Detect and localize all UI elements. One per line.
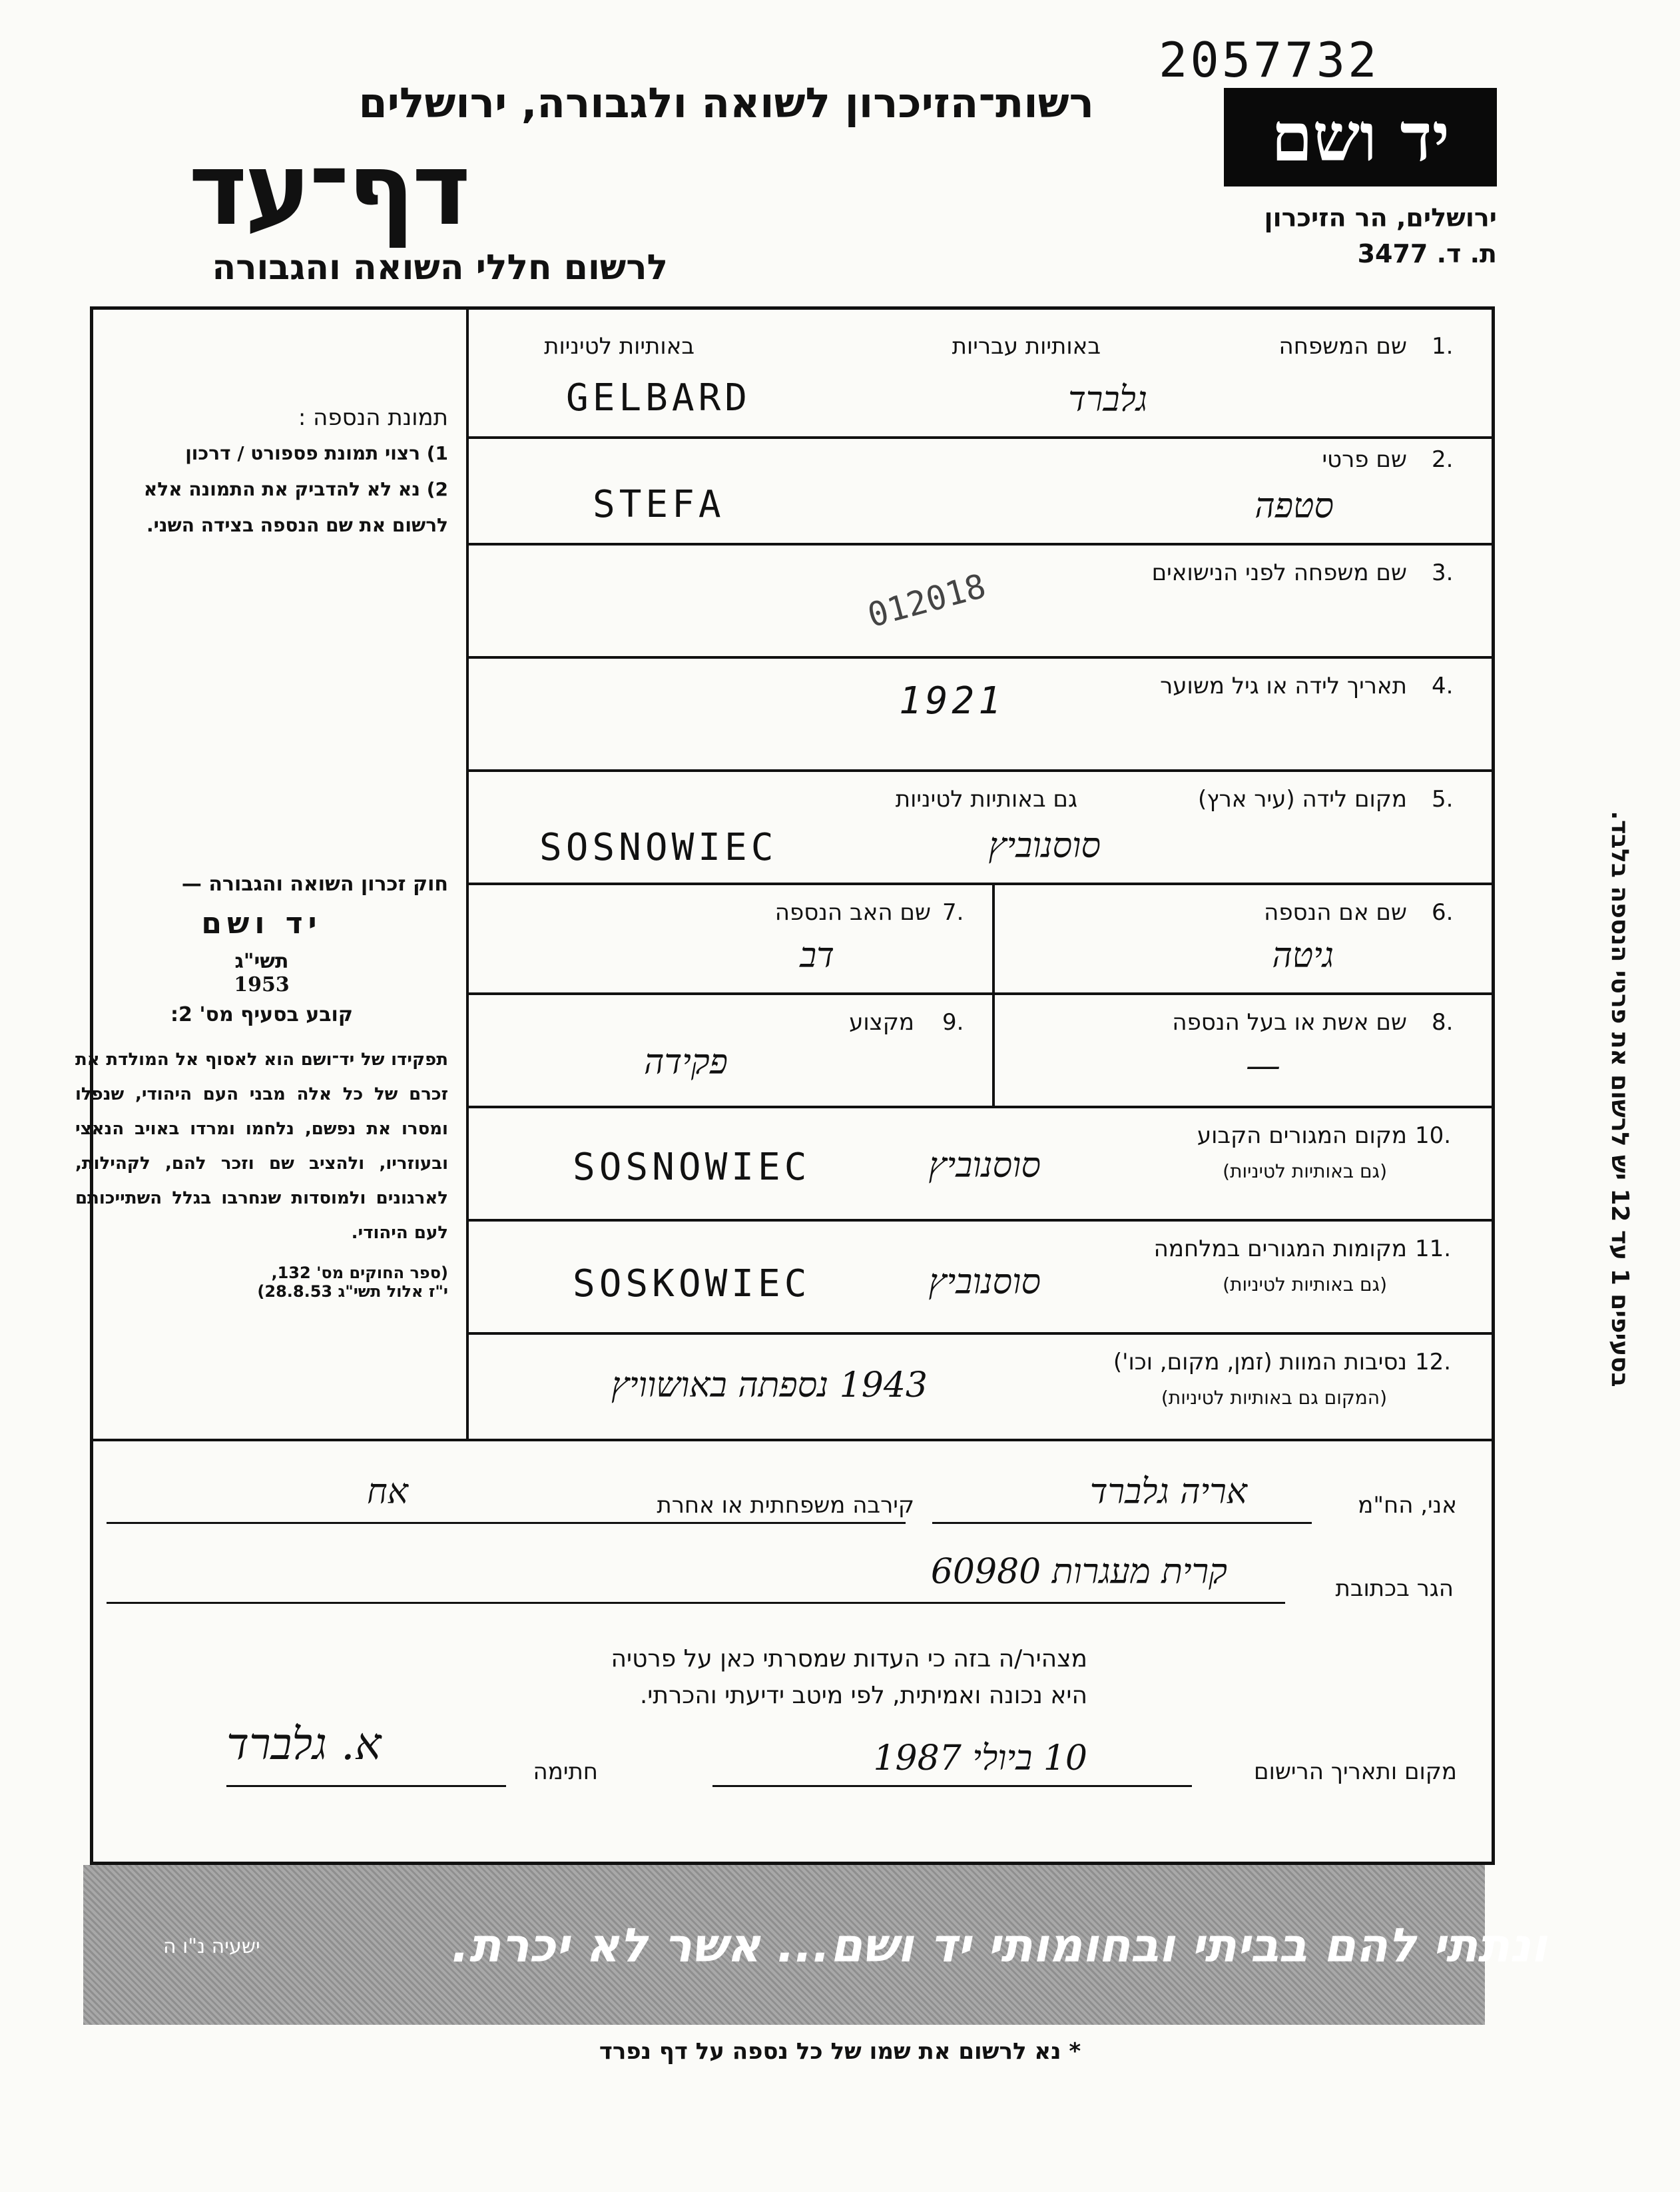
statement-line-1: מצהיר/ה בזה כי העדות שמסרתי כאן על פרטיה [611, 1645, 1087, 1672]
field-1-latin-value: GELBARD [566, 376, 752, 420]
signature: א. גלברד [226, 1718, 382, 1770]
field-11-hebrew-value: סוסנוביץ [928, 1262, 1041, 1302]
field-8-value: — [1246, 1046, 1280, 1086]
relation-line [533, 1522, 906, 1524]
field-9-value: פקידה [643, 1042, 728, 1082]
photo-note-item2: 2) נא לא להדביק את התמונה אלא לרשום את שם הנספה בצידה השני. [143, 478, 448, 536]
row-line [90, 1439, 1495, 1441]
law-box [75, 873, 448, 1301]
relation-value: אח [367, 1472, 408, 1512]
declarant-name-value: אריה גלברד [1089, 1472, 1247, 1512]
declarant-line [932, 1522, 1312, 1524]
field-7-number: 7. [942, 899, 964, 926]
field-6-number: 6. [1432, 899, 1454, 926]
field-1-latin-label: באותיות לטיניות [544, 333, 695, 360]
field-1-number: 1. [1432, 333, 1454, 360]
authority-name: רשות־הזיכרון לשואה ולגבורה, ירושלים [358, 79, 1094, 127]
field-10-number: 10. [1415, 1122, 1452, 1149]
law-ref1: (ספר החוקים מס' 132, [271, 1264, 448, 1282]
field-5-hebrew-value: סוסנוביץ [988, 826, 1101, 866]
field-10-sub: (גם באותיות לטיניות) [1223, 1160, 1387, 1182]
row-line [466, 1106, 1495, 1108]
field-8-label: שם אשת או בעל הנספה [1172, 1009, 1407, 1036]
field-3-number: 3. [1432, 559, 1454, 586]
field-1-label: שם המשפחה [1278, 333, 1407, 360]
field-12-label: נסיבות המוות (זמן, מקום, וכו') [1113, 1349, 1407, 1375]
field-1-hebrew-value: גלברד [1068, 380, 1147, 420]
relation-label: קירבה משפחתית או אחרת [657, 1492, 914, 1519]
place-date-label: מקום ותאריך הרישום [1254, 1758, 1457, 1785]
banner-citation: ישעיה נ"ו ה [163, 1935, 260, 1958]
field-6-value: גיטה [1272, 936, 1334, 976]
ink-stamp: 012018 [864, 566, 990, 635]
law-year-heb: תשי"ג [234, 950, 289, 973]
field-1-hebrew-label: באותיות עבריות [952, 333, 1101, 360]
field-8-number: 8. [1432, 1009, 1454, 1036]
page-subtitle: לרשום חללי השואה והגבורה [212, 248, 668, 288]
photo-note-title: תמונת הנספה : [298, 404, 448, 431]
serial-number: 2057732 [1159, 32, 1380, 88]
column-divider [466, 306, 469, 1439]
field-7-label: שם האב הנספה [774, 899, 931, 926]
declarant-label: אני, הח"מ [1358, 1492, 1457, 1519]
logo-city: ירושלים, הר הזיכרון [1264, 203, 1497, 232]
field-9-number: 9. [942, 1009, 964, 1036]
relation-line-extension [107, 1522, 533, 1524]
row-line [466, 656, 1495, 659]
field-5-latin-value: SOSNOWIEC [539, 826, 778, 869]
row-line [466, 769, 1495, 772]
field-11-sub: (גם באותיות לטיניות) [1223, 1274, 1387, 1295]
field-4-value: 1921 [899, 679, 1005, 723]
address-line [107, 1602, 1285, 1604]
law-clause: קובע בסעיף מס' 2: [170, 1003, 353, 1026]
logo-po-box: ת. ד. 3477 [1357, 239, 1497, 268]
field-6-label: שם אם הנספה [1264, 899, 1407, 926]
field-4-number: 4. [1432, 673, 1454, 699]
law-text: תפקידו של יד־ושם הוא לאסוף אל המולדת את זכרם של כל אלה מבני העם היהודי, שנפלו ומסרו את נפשם, נלחמו ומרדו באויב הנאצי ובעוזריו, ולהציב שם וזכר להם, לקהילות, לארגונים ולמוסדות שנחרבו בגלל השתייכותם לעם היהודי. [75, 1050, 448, 1243]
field-10-latin-value: SOSNOWIEC [573, 1146, 811, 1189]
place-date-line [712, 1785, 1192, 1787]
field-12-number: 12. [1415, 1349, 1452, 1375]
photo-note [102, 400, 448, 544]
field-7-value: דב [800, 936, 834, 976]
field-12-sub: (המקום גם באותיות לטיניות) [1161, 1387, 1387, 1409]
statement-line-2: היא נכונה ואמיתית, לפי מיטב ידיעתי והכרתי. [639, 1682, 1087, 1709]
footer-note: * נא לרשום את שמו של כל נספה על דף נפרד [599, 2038, 1081, 2065]
law-ref2: י"ז אלול תשי"ג 28.8.53) [257, 1282, 448, 1301]
field-5-label: מקום לידה (עיר ארץ) [1197, 786, 1407, 813]
field-10-hebrew-value: סוסנוביץ [928, 1146, 1041, 1186]
field-5-number: 5. [1432, 786, 1454, 813]
logo-address [1264, 200, 1497, 272]
side-note: בסעיפים 1 עד 12 יש לרשום את פרטי הנספה בלבד. [1606, 811, 1633, 1387]
law-title: חוק זכרון השואה והגבורה — [181, 873, 448, 896]
field-11-latin-value: SOSKOWIEC [573, 1262, 811, 1305]
row-line [466, 883, 1495, 885]
field-2-number: 2. [1432, 446, 1454, 473]
field-2-label: שם פרטי [1322, 446, 1407, 473]
page-title: דף־עד [188, 132, 468, 248]
row-line [466, 436, 1495, 439]
address-label: הגר בכתובת [1335, 1575, 1454, 1602]
field-4-label: תאריך לידה או גיל משוער [1160, 673, 1407, 699]
address-value: קרית מעגרות 60980 [930, 1552, 1227, 1592]
row-line [466, 543, 1495, 546]
law-name: יד ושם [201, 907, 322, 940]
yad-vashem-logo: יד ושם [1224, 88, 1497, 186]
place-date-value: 10 ביולי 1987 [873, 1738, 1087, 1778]
row-line [466, 1219, 1495, 1222]
field-11-label: מקומות המגורים במלחמה [1153, 1236, 1407, 1262]
field-3-label: שם משפחה לפני הנישואים [1151, 559, 1407, 586]
field-12-value: 1943 נספתה באושוויץ [611, 1365, 928, 1405]
field-5-latin-label: גם באותיות לטיניות [895, 786, 1077, 813]
field-9-label: מקצוע [849, 1009, 914, 1036]
banner-text: ונתתי להם בביתי ובחומותי יד ושם... אשר לא יכרת. [451, 1918, 1547, 1973]
photo-note-item1: 1) רצוי תמונת פספורט / דרכון [185, 442, 448, 464]
signature-line [226, 1785, 506, 1787]
field-2-latin-value: STEFA [593, 483, 725, 526]
signature-label: חתימה [533, 1758, 598, 1785]
row-line [466, 1332, 1495, 1335]
row-line [466, 992, 1495, 995]
field-10-label: מקום המגורים הקבוע [1197, 1122, 1407, 1149]
law-year: 1953 [234, 973, 290, 996]
field-2-hebrew-value: סטפה [1255, 486, 1334, 526]
field-11-number: 11. [1415, 1236, 1452, 1262]
